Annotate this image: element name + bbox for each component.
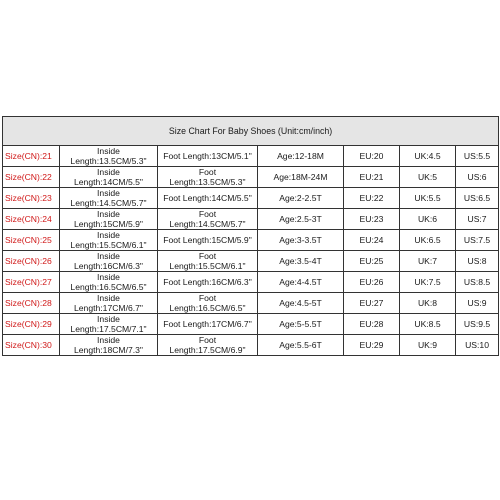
uk-size-cell: UK:6: [400, 209, 456, 230]
uk-size-cell: UK:7: [400, 251, 456, 272]
foot-length-cell: Foot Length:16CM/6.3": [158, 272, 258, 293]
size-cn-cell: Size(CN):22: [3, 167, 60, 188]
uk-size-cell: UK:5: [400, 167, 456, 188]
title-row: [3, 117, 499, 146]
age-cell: Age:3-3.5T: [258, 230, 344, 251]
us-size-cell: US:6.5: [456, 188, 499, 209]
size-cn-cell: Size(CN):24: [3, 209, 60, 230]
inside-length-cell: Inside Length:14.5CM/5.7": [60, 188, 158, 209]
uk-size-cell: UK:5.5: [400, 188, 456, 209]
age-cell: Age:3.5-4T: [258, 251, 344, 272]
table-row: [3, 167, 499, 188]
uk-size-cell: UK:4.5: [400, 146, 456, 167]
table-row: [3, 314, 499, 335]
eu-size-cell: EU:23: [344, 209, 400, 230]
inside-length-cell: Inside Length:15.5CM/6.1": [60, 230, 158, 251]
table-title: Size Chart For Baby Shoes (Unit:cm/inch): [3, 117, 499, 146]
inside-length-cell: Inside Length:17.5CM/7.1": [60, 314, 158, 335]
eu-size-cell: EU:24: [344, 230, 400, 251]
size-cn-cell: Size(CN):27: [3, 272, 60, 293]
table-row: [3, 146, 499, 167]
eu-size-cell: EU:28: [344, 314, 400, 335]
age-cell: Age:2.5-3T: [258, 209, 344, 230]
uk-size-cell: UK:7.5: [400, 272, 456, 293]
eu-size-cell: EU:27: [344, 293, 400, 314]
uk-size-cell: UK:9: [400, 335, 456, 356]
us-size-cell: US:9: [456, 293, 499, 314]
size-cn-cell: Size(CN):21: [3, 146, 60, 167]
table-row: [3, 188, 499, 209]
size-cn-cell: Size(CN):25: [3, 230, 60, 251]
age-cell: Age:5-5.5T: [258, 314, 344, 335]
us-size-cell: US:5.5: [456, 146, 499, 167]
inside-length-cell: Inside Length:14CM/5.5": [60, 167, 158, 188]
age-cell: Age:4.5-5T: [258, 293, 344, 314]
inside-length-cell: Inside Length:13.5CM/5.3": [60, 146, 158, 167]
us-size-cell: US:9.5: [456, 314, 499, 335]
inside-length-cell: Inside Length:18CM/7.3": [60, 335, 158, 356]
age-cell: Age:5.5-6T: [258, 335, 344, 356]
table-row: [3, 209, 499, 230]
eu-size-cell: EU:22: [344, 188, 400, 209]
eu-size-cell: EU:20: [344, 146, 400, 167]
us-size-cell: US:6: [456, 167, 499, 188]
uk-size-cell: UK:8.5: [400, 314, 456, 335]
us-size-cell: US:7.5: [456, 230, 499, 251]
foot-length-cell: Foot Length:17.5CM/6.9": [158, 335, 258, 356]
table-row: [3, 335, 499, 356]
table-row: [3, 293, 499, 314]
us-size-cell: US:8.5: [456, 272, 499, 293]
foot-length-cell: Foot Length:13.5CM/5.3": [158, 167, 258, 188]
age-cell: Age:18M-24M: [258, 167, 344, 188]
foot-length-cell: Foot Length:14.5CM/5.7": [158, 209, 258, 230]
eu-size-cell: EU:25: [344, 251, 400, 272]
size-cn-cell: Size(CN):30: [3, 335, 60, 356]
inside-length-cell: Inside Length:16.5CM/6.5": [60, 272, 158, 293]
size-cn-cell: Size(CN):23: [3, 188, 60, 209]
inside-length-cell: Inside Length:17CM/6.7": [60, 293, 158, 314]
age-cell: Age:2-2.5T: [258, 188, 344, 209]
table-row: [3, 251, 499, 272]
size-cn-cell: Size(CN):26: [3, 251, 60, 272]
table-row: [3, 272, 499, 293]
inside-length-cell: Inside Length:15CM/5.9": [60, 209, 158, 230]
foot-length-cell: Foot Length:14CM/5.5": [158, 188, 258, 209]
size-chart-table: [2, 116, 499, 356]
uk-size-cell: UK:6.5: [400, 230, 456, 251]
size-cn-cell: Size(CN):29: [3, 314, 60, 335]
inside-length-cell: Inside Length:16CM/6.3": [60, 251, 158, 272]
eu-size-cell: EU:29: [344, 335, 400, 356]
foot-length-cell: Foot Length:13CM/5.1": [158, 146, 258, 167]
age-cell: Age:4-4.5T: [258, 272, 344, 293]
foot-length-cell: Foot Length:15.5CM/6.1": [158, 251, 258, 272]
uk-size-cell: UK:8: [400, 293, 456, 314]
size-cn-cell: Size(CN):28: [3, 293, 60, 314]
foot-length-cell: Foot Length:16.5CM/6.5": [158, 293, 258, 314]
eu-size-cell: EU:21: [344, 167, 400, 188]
table-row: [3, 230, 499, 251]
foot-length-cell: Foot Length:17CM/6.7": [158, 314, 258, 335]
us-size-cell: US:8: [456, 251, 499, 272]
eu-size-cell: EU:26: [344, 272, 400, 293]
foot-length-cell: Foot Length:15CM/5.9": [158, 230, 258, 251]
age-cell: Age:12-18M: [258, 146, 344, 167]
us-size-cell: US:10: [456, 335, 499, 356]
us-size-cell: US:7: [456, 209, 499, 230]
